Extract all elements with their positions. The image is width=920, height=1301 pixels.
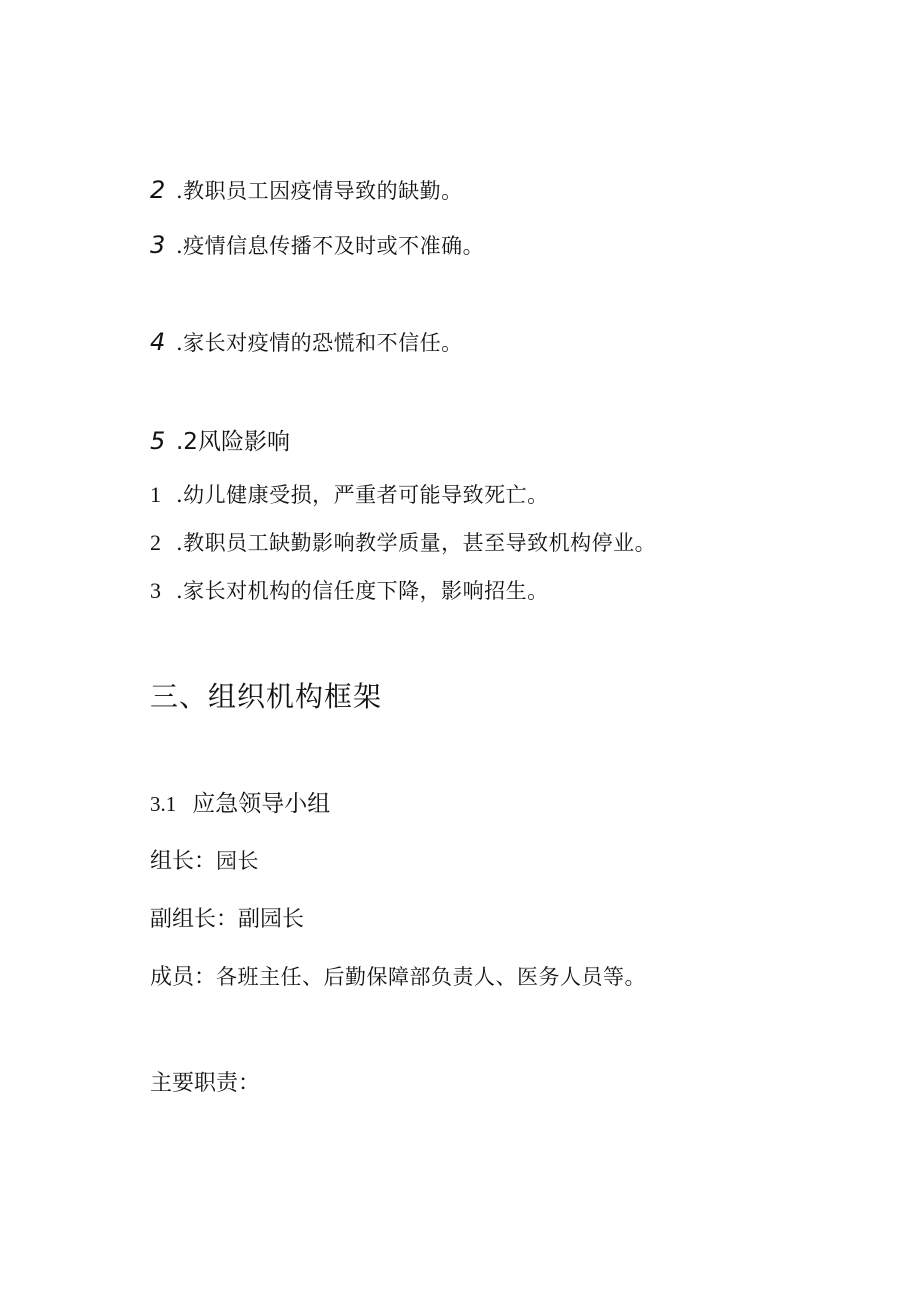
members-label: 成员 xyxy=(150,965,195,990)
list-number: 2 xyxy=(150,530,161,555)
section-number: 5 xyxy=(150,427,166,455)
duties-line xyxy=(150,1073,260,1095)
members-line xyxy=(150,967,646,989)
list-text: .家长对机构的信任度下降，影响招生。 xyxy=(176,579,549,603)
risk-item-3 xyxy=(150,233,484,257)
section-title: .2风险影响 xyxy=(176,429,290,455)
list-number: 3 xyxy=(150,231,166,259)
members-value: 各班主任、后勤保障部负责人、医务人员等。 xyxy=(216,965,647,989)
section-number: 3.1 xyxy=(150,792,177,816)
section-5-2-heading xyxy=(150,429,290,454)
list-number: 3 xyxy=(150,578,161,603)
list-number: 1 xyxy=(150,482,161,507)
deputy-value: 副园长 xyxy=(238,907,305,932)
leader-line xyxy=(150,851,259,873)
list-text: .教职员工因疫情导致的缺勤。 xyxy=(176,179,463,203)
section-3-1-heading xyxy=(150,793,330,816)
list-number: 4 xyxy=(150,328,166,356)
deputy-line xyxy=(150,909,304,931)
list-text: .疫情信息传播不及时或不准确。 xyxy=(176,234,485,258)
risk-item-4 xyxy=(150,330,463,354)
list-number: 2 xyxy=(150,176,166,204)
list-text: .教职员工缺勤影响教学质量，甚至导致机构停业。 xyxy=(176,531,657,555)
deputy-label: 副组长 xyxy=(150,907,217,932)
impact-item-3 xyxy=(150,580,549,602)
list-text: .幼儿健康受损，严重者可能导致死亡。 xyxy=(176,483,549,507)
section-3-heading: 三、组织机构框架 xyxy=(150,680,383,713)
list-text: .家长对疫情的恐慌和不信任。 xyxy=(176,331,463,355)
separator: ： xyxy=(194,965,217,990)
risk-item-2 xyxy=(150,178,463,202)
leader-label: 组长 xyxy=(150,849,195,874)
impact-item-2 xyxy=(150,532,656,554)
section-title: 应急领导小组 xyxy=(192,791,331,817)
impact-item-1 xyxy=(150,484,549,506)
duties-label: 主要职责 xyxy=(150,1071,239,1096)
leader-value: 园长 xyxy=(216,849,260,873)
separator: ： xyxy=(194,849,217,874)
separator: ： xyxy=(216,907,239,932)
separator: ： xyxy=(238,1071,261,1096)
